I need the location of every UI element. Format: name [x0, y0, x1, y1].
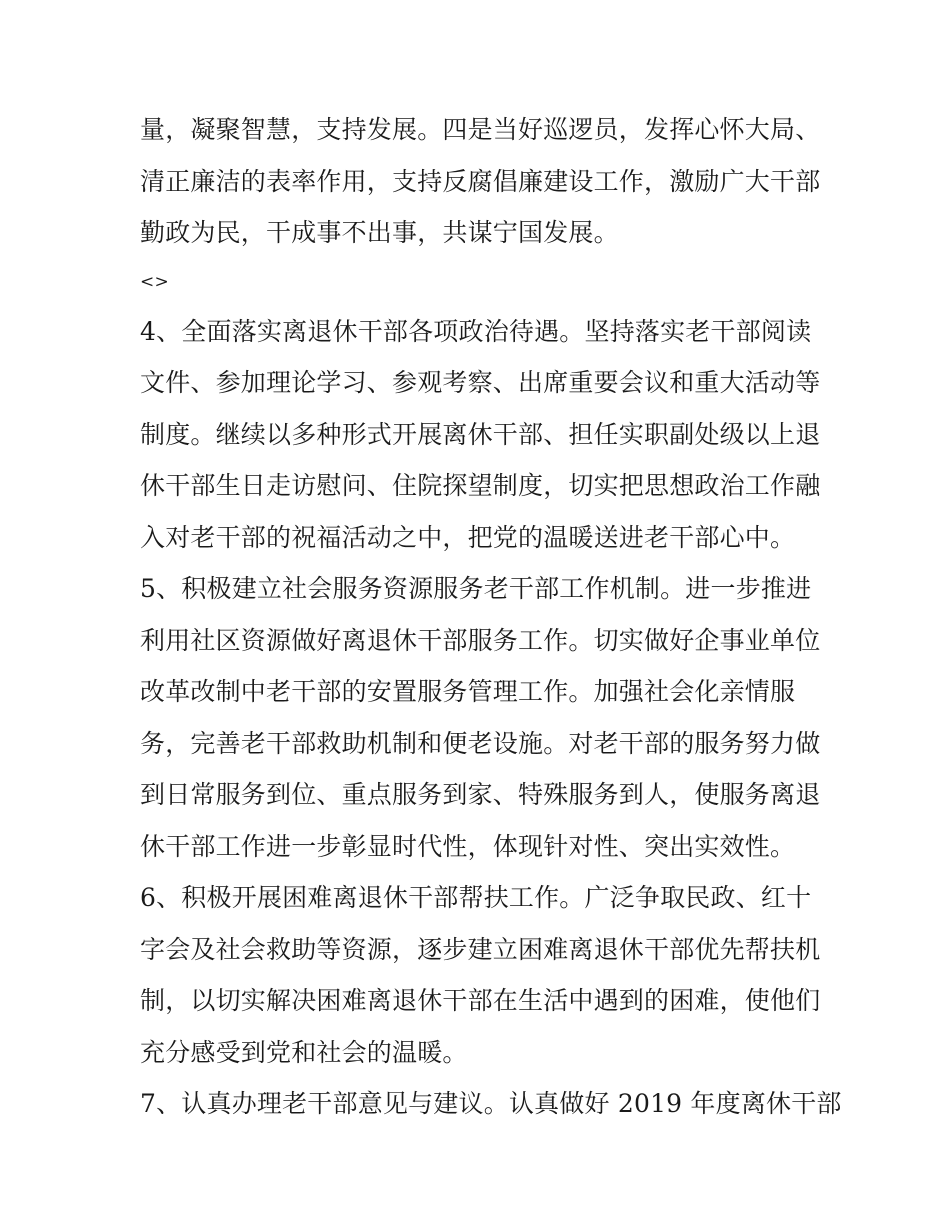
- text-line: 4、全面落实离退休干部各项政治待遇。坚持落实老干部阅读: [140, 316, 812, 346]
- text-line: 务，完善老干部救助机制和便老设施。对老干部的服务努力做: [140, 728, 821, 758]
- text-line: 到日常服务到位、重点服务到家、特殊服务到人，使服务离退: [140, 780, 821, 809]
- text-line: 勤政为民，干成事不出事，共谋宁国发展。: [140, 218, 619, 247]
- section-marker: <>: [140, 271, 169, 292]
- text-line: 6、积极开展困难离退休干部帮扶工作。广泛争取民政、红十: [140, 883, 812, 912]
- text-line: 休干部生日走访慰问、住院探望制度，切实把思想政治工作融: [140, 471, 821, 500]
- text-line: 文件、参加理论学习、参观考察、出席重要会议和重大活动等: [140, 368, 821, 397]
- text-line: 利用社区资源做好离退休干部服务工作。切实做好企事业单位: [140, 625, 821, 655]
- text-line: 改革改制中老干部的安置服务管理工作。加强社会化亲情服: [140, 677, 796, 706]
- text-line: 量，凝聚智慧，支持发展。四是当好巡逻员，发挥心怀大局、: [140, 115, 821, 144]
- text-line: 充分感受到党和社会的温暖。: [140, 1037, 468, 1067]
- text-line: 休干部工作进一步彰显时代性，体现针对性、突出实效性。: [140, 831, 796, 861]
- text-line: 清正廉洁的表率作用，支持反腐倡廉建设工作，激励广大干部: [140, 166, 821, 196]
- document-body: [140, 104, 842, 1130]
- text-line: 制度。继续以多种形式开展离休干部、担任实职副处级以上退: [140, 419, 821, 449]
- text-line: 5、积极建立社会服务资源服务老干部工作机制。进一步推进: [140, 574, 812, 603]
- text-line: 7、认真办理老干部意见与建议。认真做好 2019 年度离休干部: [140, 1089, 842, 1118]
- text-line: 字会及社会救助等资源，逐步建立困难离退休干部优先帮扶机: [140, 934, 821, 964]
- text-line: 制，以切实解决困难离退休干部在生活中遇到的困难，使他们: [140, 986, 821, 1015]
- text-line: 入对老干部的祝福活动之中，把党的温暖送进老干部心中。: [140, 522, 796, 552]
